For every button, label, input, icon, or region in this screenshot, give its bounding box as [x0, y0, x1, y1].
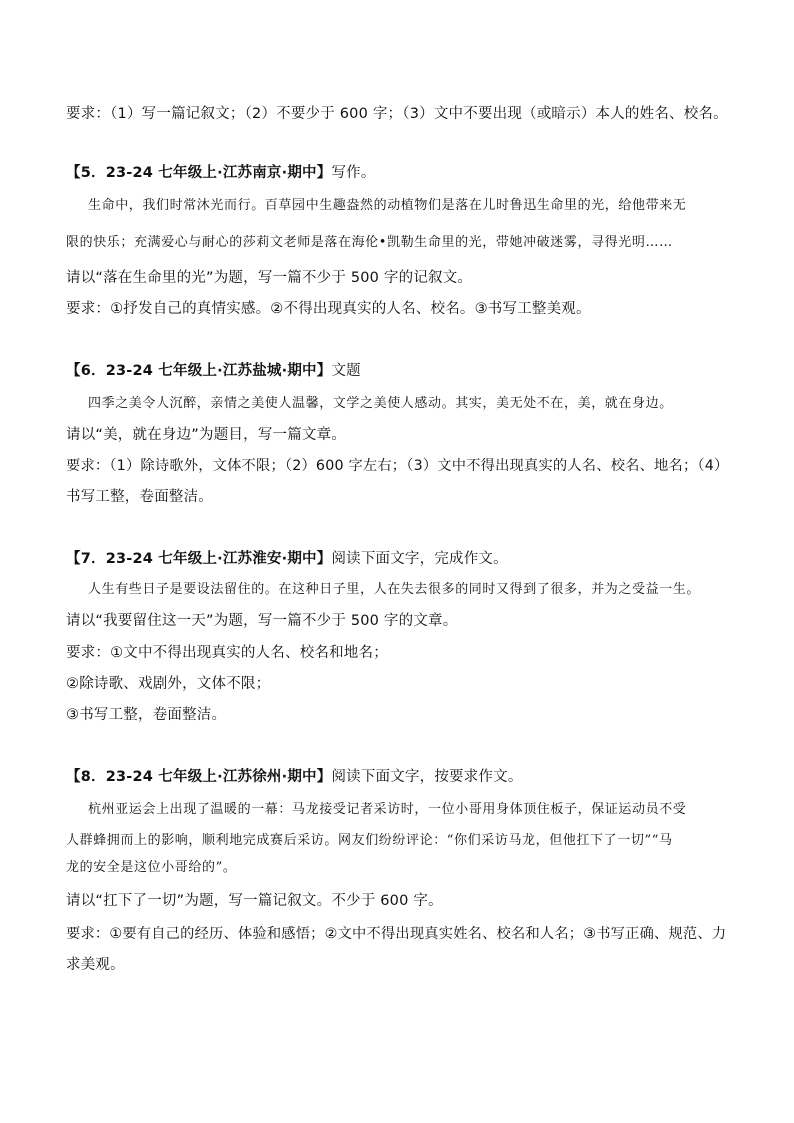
q5-heading [66, 163, 376, 183]
q5-prompt: 请以“落在生命里的光”为题，写一篇不少于 500 字的记叙文。 [66, 270, 473, 286]
q8-passage-line-3: 龙的安全是这位小哥给的”。 [66, 860, 237, 875]
q8-heading [66, 767, 523, 787]
q8-prompt: 请以“扛下了一切”为题，写一篇记叙文。不少于 600 字。 [66, 893, 443, 909]
q8-passage-line-2: 人群蜂拥而上的影响，顺利地完成赛后采访。网友们纷纷评论：“你们采访马龙，但他扛下了一切”“马 [66, 833, 673, 848]
q5-passage-line-2: 限的快乐；充满爱心与耐心的莎莉文老师是落在海伦•凯勒生命里的光，带她冲破迷雾，寻得光明…… [66, 235, 673, 250]
q7-prompt: 请以“我要留住这一天”为题，写一篇不少于 500 字的文章。 [66, 613, 458, 629]
q8-tag: 【8．23-24 七年级上·江苏徐州·期中】 [66, 769, 332, 785]
q5-tag: 【5．23-24 七年级上·江苏南京·期中】 [66, 165, 332, 181]
q8-label: 阅读下面文字，按要求作文。 [331, 769, 523, 785]
intro-requirement: 要求：（1）写一篇记叙文；（2）不要少于 600 字；（3）文中不要出现（或暗示）本人的姓名、校名。 [66, 106, 728, 122]
q6-requirements-line-1: 要求：（1）除诗歌外，文体不限；（2）600 字左右；（3）文中不得出现真实的人名、校名、地名；（4） [66, 458, 729, 474]
q7-requirements-line-3: ③书写工整，卷面整洁。 [66, 707, 227, 723]
q7-heading [66, 549, 508, 569]
q6-heading [66, 361, 361, 381]
q7-tag: 【7．23-24 七年级上·江苏淮安·期中】 [66, 551, 332, 567]
q7-requirements-line-1: 要求：①文中不得出现真实的人名、校名和地名； [66, 645, 388, 661]
q7-passage-line-1: 人生有些日子是要设法留住的。在这种日子里，人在失去很多的同时又得到了很多，并为之受益一生。 [88, 582, 701, 597]
q6-tag: 【6．23-24 七年级上·江苏盐城·期中】 [66, 363, 332, 379]
q5-label: 写作。 [331, 165, 376, 181]
q8-requirements-line-1: 要求：①要有自己的经历、体验和感悟；②文中不得出现真实姓名、校名和人名；③书写正确、规范、力 [66, 926, 727, 942]
q7-requirements-line-2: ②除诗歌、戏剧外，文体不限； [66, 676, 271, 692]
q5-passage-line-1: 生命中，我们时常沐光而行。百草园中生趣盎然的动植物们是落在儿时鲁迅生命里的光，给他带来无 [88, 198, 687, 213]
q8-passage-line-1: 杭州亚运会上出现了温暖的一幕：马龙接受记者采访时，一位小哥用身体顶住板子，保证运动员不受 [88, 802, 687, 817]
q8-requirements-line-2: 求美观。 [66, 957, 125, 973]
q6-prompt: 请以“美，就在身边”为题目，写一篇文章。 [66, 427, 347, 443]
q6-passage-line-1: 四季之美令人沉醉，亲情之美使人温馨，文学之美使人感动。其实，美无处不在，美，就在身边。 [88, 396, 673, 411]
q7-label: 阅读下面文字，完成作文。 [331, 551, 508, 567]
q6-label: 文题 [331, 363, 361, 379]
q6-requirements-line-2: 书写工整，卷面整洁。 [66, 489, 213, 505]
q5-requirements: 要求：①抒发自己的真情实感。②不得出现真实的人名、校名。③书写工整美观。 [66, 301, 591, 317]
